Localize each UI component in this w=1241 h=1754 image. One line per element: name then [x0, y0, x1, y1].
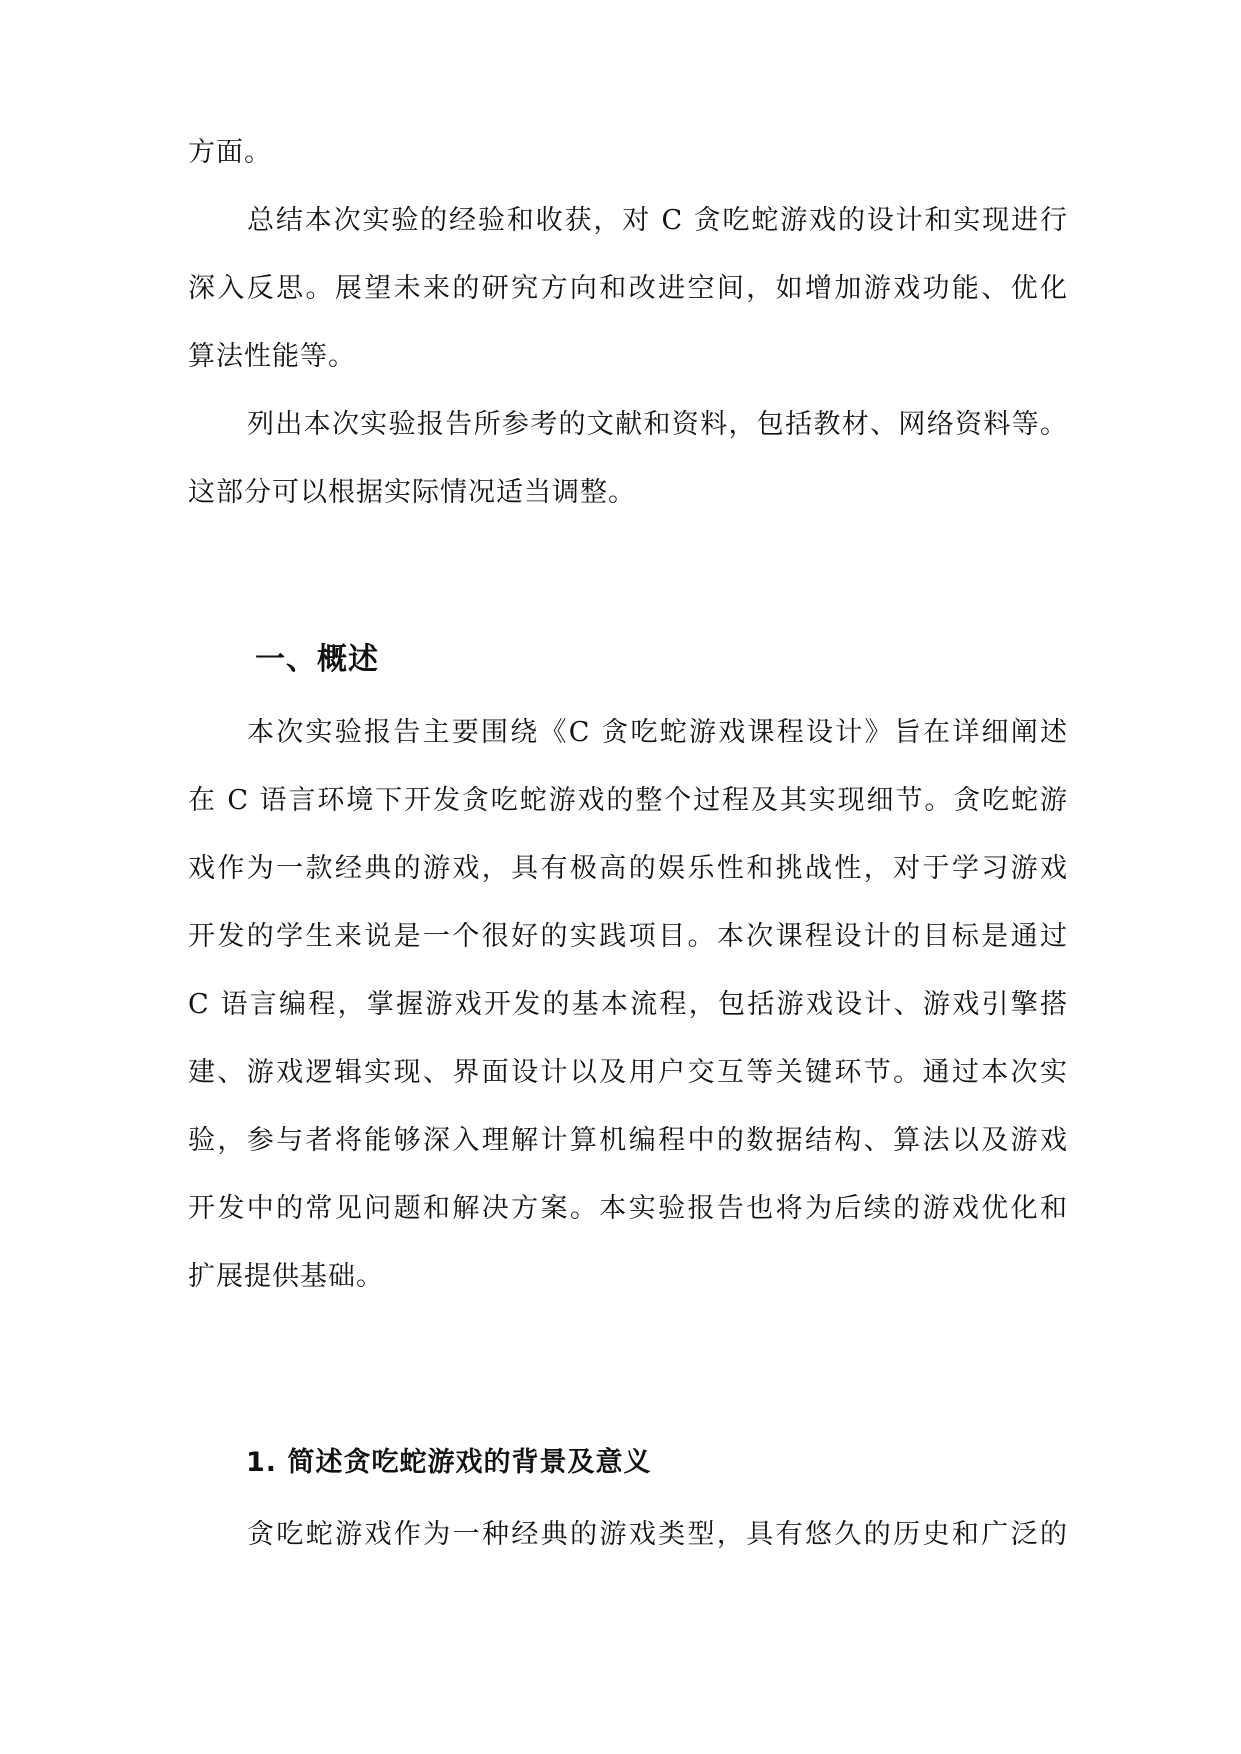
paragraph-line: 贪吃蛇游戏作为一种经典的游戏类型，具有悠久的历史和广泛的 [247, 1519, 1068, 1550]
paragraph-line: 深入反思。展望未来的研究方向和改进空间，如增加游戏功能、优化 [188, 273, 1068, 304]
paragraph-line: 扩展提供基础。 [188, 1261, 384, 1292]
subsection-heading: 1. 简述贪吃蛇游戏的背景及意义 [246, 1447, 652, 1478]
paragraph-line: 验，参与者将能够深入理解计算机编程中的数据结构、算法以及游戏 [188, 1125, 1068, 1156]
paragraph-line: 在 C 语言环境下开发贪吃蛇游戏的整个过程及其实现细节。贪吃蛇游 [188, 785, 1068, 816]
paragraph-line: 列出本次实验报告所参考的文献和资料，包括教材、网络资料等。 [247, 409, 1068, 440]
paragraph-line: 本次实验报告主要围绕《C 贪吃蛇游戏课程设计》旨在详细阐述 [247, 717, 1068, 748]
section-heading: 一、概述 [255, 642, 379, 677]
paragraph-line: 开发的学生来说是一个很好的实践项目。本次课程设计的目标是通过 [188, 921, 1068, 952]
paragraph-line: 方面。 [188, 137, 272, 168]
paragraph-line: 这部分可以根据实际情况适当调整。 [188, 477, 636, 508]
paragraph-line: C 语言编程，掌握游戏开发的基本流程，包括游戏设计、游戏引擎搭 [188, 989, 1068, 1020]
paragraph-line: 戏作为一款经典的游戏，具有极高的娱乐性和挑战性，对于学习游戏 [188, 853, 1068, 884]
paragraph-line: 开发中的常见问题和解决方案。本实验报告也将为后续的游戏优化和 [188, 1193, 1068, 1224]
paragraph-line: 总结本次实验的经验和收获，对 C 贪吃蛇游戏的设计和实现进行 [247, 205, 1068, 236]
paragraph-line: 建、游戏逻辑实现、界面设计以及用户交互等关键环节。通过本次实 [188, 1057, 1068, 1088]
paragraph-line: 算法性能等。 [188, 341, 356, 372]
